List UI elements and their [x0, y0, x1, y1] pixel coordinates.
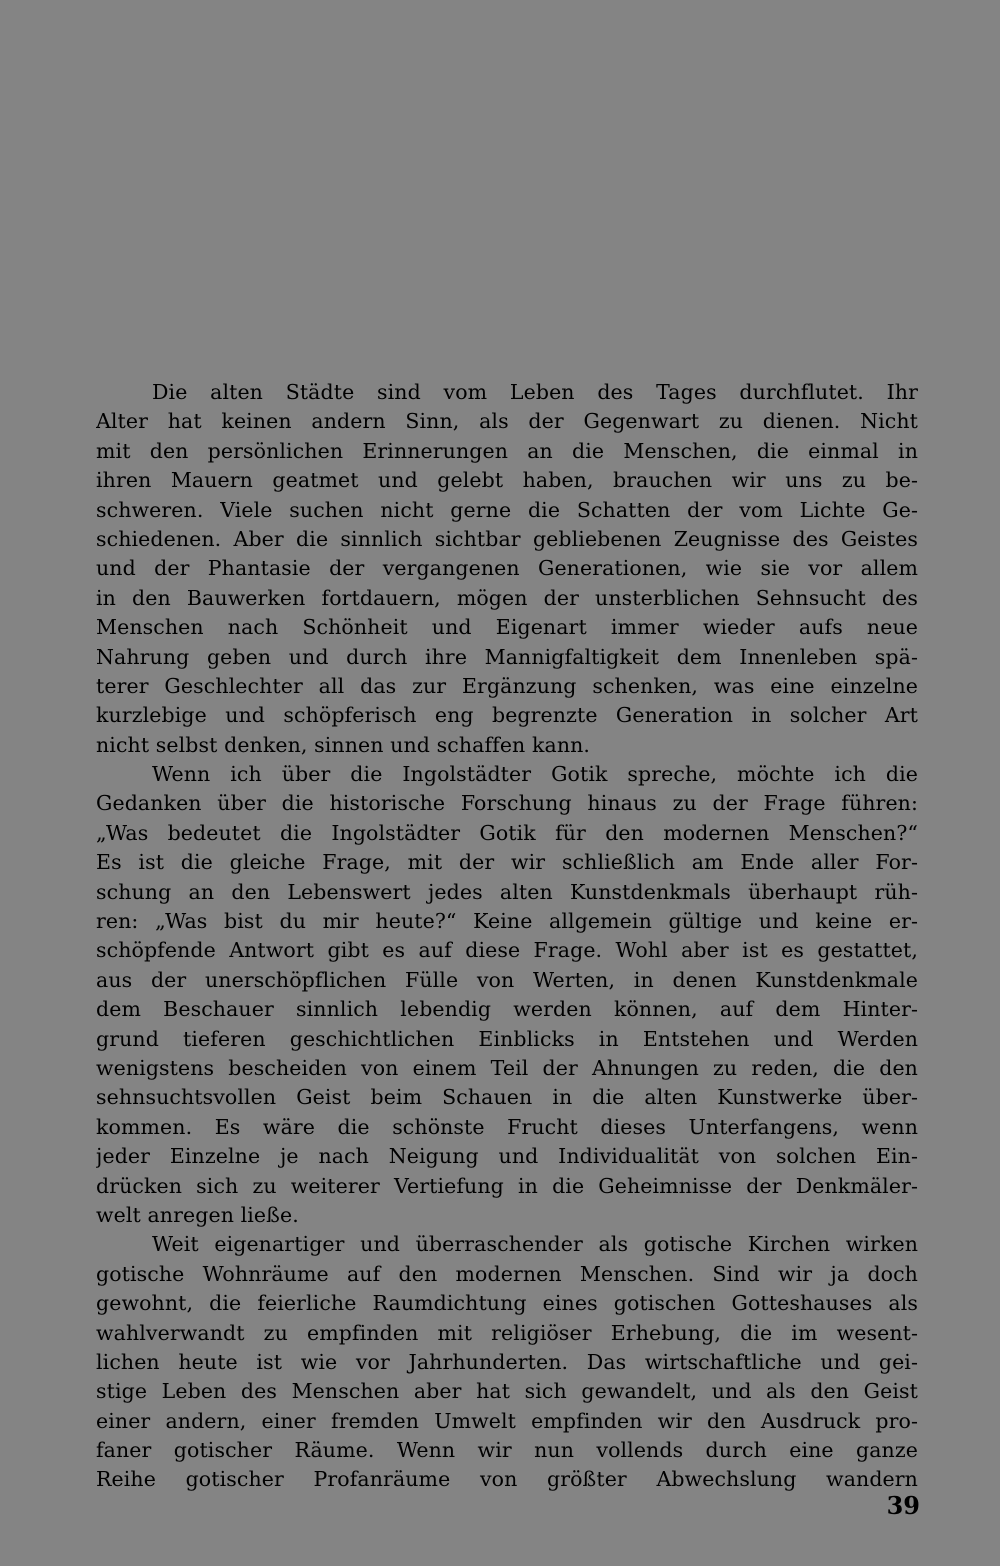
text-line: schweren. Viele suchen nicht gerne die Schatten der vom Lichte Ge- — [96, 497, 918, 522]
text-line: mit den persönlichen Erinnerungen an die Menschen, die einmal in — [96, 438, 918, 463]
text-line: Die alten Städte sind vom Leben des Tages durchflutet. Ihr — [152, 380, 918, 404]
text-line: Nahrung geben und durch ihre Mannigfaltigkeit dem Innenleben spä- — [96, 644, 918, 669]
text-line: schiedenen. Aber die sinnlich sichtbar gebliebenen Zeugnisse des Geistes — [96, 526, 918, 551]
text-line: Gedanken über die historische Forschung hinaus zu der Frage führen: — [96, 791, 918, 816]
text-line: grund tieferen geschichtlichen Einblicks in Entstehen und Werden — [96, 1026, 918, 1051]
text-line: „Was bedeutet die Ingolstädter Gotik für den modernen Menschen?“ — [96, 820, 918, 845]
text-line: kurzlebige und schöpferisch eng begrenzte Generation in solcher Art — [96, 703, 918, 728]
text-line: ihren Mauern geatmet und gelebt haben, brauchen wir uns zu be- — [96, 468, 918, 493]
text-line: gewohnt, die feierliche Raumdichtung eines gotischen Gotteshauses als — [96, 1291, 918, 1316]
text-line: sehnsuchtsvollen Geist beim Schauen in die alten Kunstwerke über- — [96, 1085, 918, 1110]
text-line: dem Beschauer sinnlich lebendig werden können, auf dem Hinter- — [96, 997, 918, 1022]
text-line: faner gotischer Räume. Wenn wir nun vollends durch eine ganze — [96, 1438, 918, 1463]
text-line: aus der unerschöpflichen Fülle von Werten, in denen Kunstdenkmale — [96, 967, 918, 992]
text-line: Alter hat keinen andern Sinn, als der Gegenwart zu dienen. Nicht — [96, 409, 918, 434]
paragraph-2 — [96, 760, 918, 1230]
paragraph-3 — [96, 1230, 918, 1495]
text-line: lichen heute ist wie vor Jahrhunderten. Das wirtschaftliche und gei- — [96, 1349, 918, 1374]
text-line: nicht selbst denken, sinnen und schaffen kann. — [96, 732, 591, 757]
text-line: drücken sich zu weiterer Vertiefung in die Geheimnisse der Denkmäler- — [96, 1173, 918, 1198]
text-line: einer andern, einer fremden Umwelt empfinden wir den Ausdruck pro- — [96, 1408, 918, 1433]
text-line: schöpfende Antwort gibt es auf diese Frage. Wohl aber ist es gestattet, — [96, 938, 918, 963]
text-line: schung an den Lebenswert jedes alten Kunstdenkmals überhaupt rüh- — [96, 879, 918, 904]
body-text — [96, 378, 918, 1495]
text-line: welt anregen ließe. — [96, 1202, 299, 1227]
text-line: in den Bauwerken fortdauern, mögen der unsterblichen Sehnsucht des — [96, 585, 918, 610]
text-line: wahlverwandt zu empfinden mit religiöser Erhebung, die im wesent- — [96, 1320, 918, 1345]
text-line: Reihe gotischer Profanräume von größter Abwechslung wandern — [96, 1467, 918, 1492]
text-line: Wenn ich über die Ingolstädter Gotik spreche, möchte ich die — [152, 762, 918, 787]
text-line: gotische Wohnräume auf den modernen Menschen. Sind wir ja doch — [96, 1261, 918, 1286]
text-line: stige Leben des Menschen aber hat sich gewandelt, und als den Geist — [96, 1379, 918, 1404]
text-line: Weit eigenartiger und überraschender als gotische Kirchen wirken — [152, 1232, 918, 1257]
text-line: terer Geschlechter all das zur Ergänzung schenken, was eine einzelne — [96, 673, 918, 698]
text-line: jeder Einzelne je nach Neigung und Individualität von solchen Ein- — [96, 1144, 918, 1169]
text-line: wenigstens bescheiden von einem Teil der Ahnungen zu reden, die den — [96, 1055, 918, 1080]
text-line: ren: „Was bist du mir heute?“ Keine allgemein gültige und keine er- — [96, 909, 918, 934]
page-number: 39 — [886, 1491, 920, 1520]
text-line: und der Phantasie der vergangenen Generationen, wie sie vor allem — [96, 556, 918, 581]
text-line: Es ist die gleiche Frage, mit der wir schließlich am Ende aller For- — [96, 850, 918, 875]
text-line: Menschen nach Schönheit und Eigenart immer wieder aufs neue — [96, 615, 918, 640]
text-line: kommen. Es wäre die schönste Frucht dieses Unterfangens, wenn — [96, 1114, 918, 1139]
paragraph-1 — [96, 378, 918, 760]
